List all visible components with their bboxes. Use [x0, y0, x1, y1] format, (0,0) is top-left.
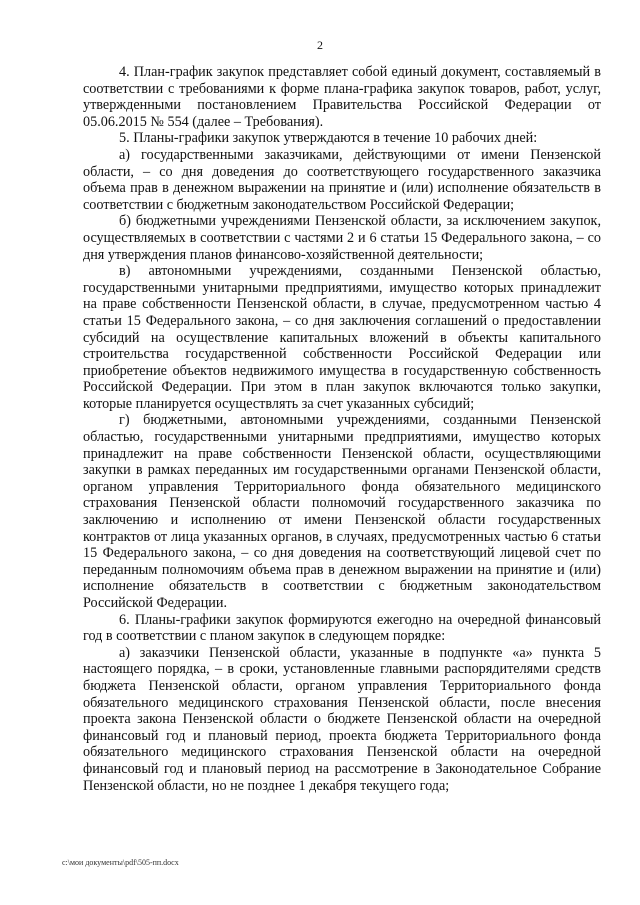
- subparagraph-5b: б) бюджетными учреждениями Пензенской области, за исключением закупок, осуществляемых в соответствии с частями 2 и 6 статьи 15 Федерального закона, – со дня утверждения планов финансово-хозяйственной деятельности;: [83, 213, 601, 263]
- document-body: [83, 64, 601, 794]
- subparagraph-5g: г) бюджетными, автономными учреждениями, созданными Пензенской областью, государственными унитарными предприятиями, имущество которых принадлежит на праве собственности Пензенской области, осуществляющими закупки в рамках переданных им государственными органами Пензенской области, органом управления Территориального фонда обязательного медицинского страхования Пензенской области полномочий государственного заказчика по заключению и исполнению от имени Пензенской области государственных контрактов от лица указанных органов, в случаях, предусмотренных частью 6 статьи 15 Федерального закона, – со дня доведения на соответствующий лицевой счет по переданным полномочиям объема прав в денежном выражении на принятие и (или) исполнение обязательств в соответствии с бюджетным законодательством Российской Федерации.: [83, 412, 601, 611]
- paragraph-4-plan-graph: 4. План-график закупок представляет собой единый документ, составляемый в соответствии с требованиями к форме плана-графика закупок товаров, работ, услуг, утвержденными постановлением Правительства Российской Федерации от 05.06.2015 № 554 (далее – Требования).: [83, 64, 601, 130]
- subparagraph-6a: а) заказчики Пензенской области, указанные в подпункте «а» пункта 5 настоящего порядка, – в сроки, установленные главными распорядителями средств бюджета Пензенской области, органом управления Территориального фонда обязательного медицинского страхования Пензенской области, после внесения проекта закона Пензенской области о бюджете Пензенской области на очередной финансовый год и плановый период, проекта бюджета Территориального фонда обязательного медицинского страхования Пензенской области на очередной финансовый год и плановый период на рассмотрение в Законодательное Собрание Пензенской области, но не позднее 1 декабря текущего года;: [83, 644, 601, 794]
- paragraph-6-formation: 6. Планы-графики закупок формируются ежегодно на очередной финансовый год в соответствии с планом закупок в следующем порядке:: [83, 611, 601, 645]
- subparagraph-5v: в) автономными учреждениями, созданными Пензенской областью, государственными унитарными предприятиями, имущество которых принадлежит на праве собственности Пензенской области, в случае, предусмотренном частью 4 статьи 15 Федерального закона, – со дня заключения соглашений о предоставлении субсидий на осуществление капитальных вложений в объекты капитального строительства государственной собственности Российской Федерации или приобретение объектов недвижимого имущества в государственную собственность Российской Федерации. При этом в план закупок включаются только закупки, которые планируется осуществлять за счет указанных субсидий;: [83, 263, 601, 412]
- paragraph-5-approval-terms: 5. Планы-графики закупок утверждаются в течение 10 рабочих дней:: [119, 130, 538, 147]
- subparagraph-5a: а) государственными заказчиками, действующими от имени Пензенской области, – со дня доведения до соответствующего государственного заказчика объема прав в денежном выражении на принятие и (или) исполнение обязательств в соответствии с бюджетным законодательством Российской Федерации;: [83, 146, 601, 213]
- page-number: 2: [317, 38, 323, 52]
- footer-file-path: c:\мои документы\pdf\505-пп.docx: [62, 858, 179, 867]
